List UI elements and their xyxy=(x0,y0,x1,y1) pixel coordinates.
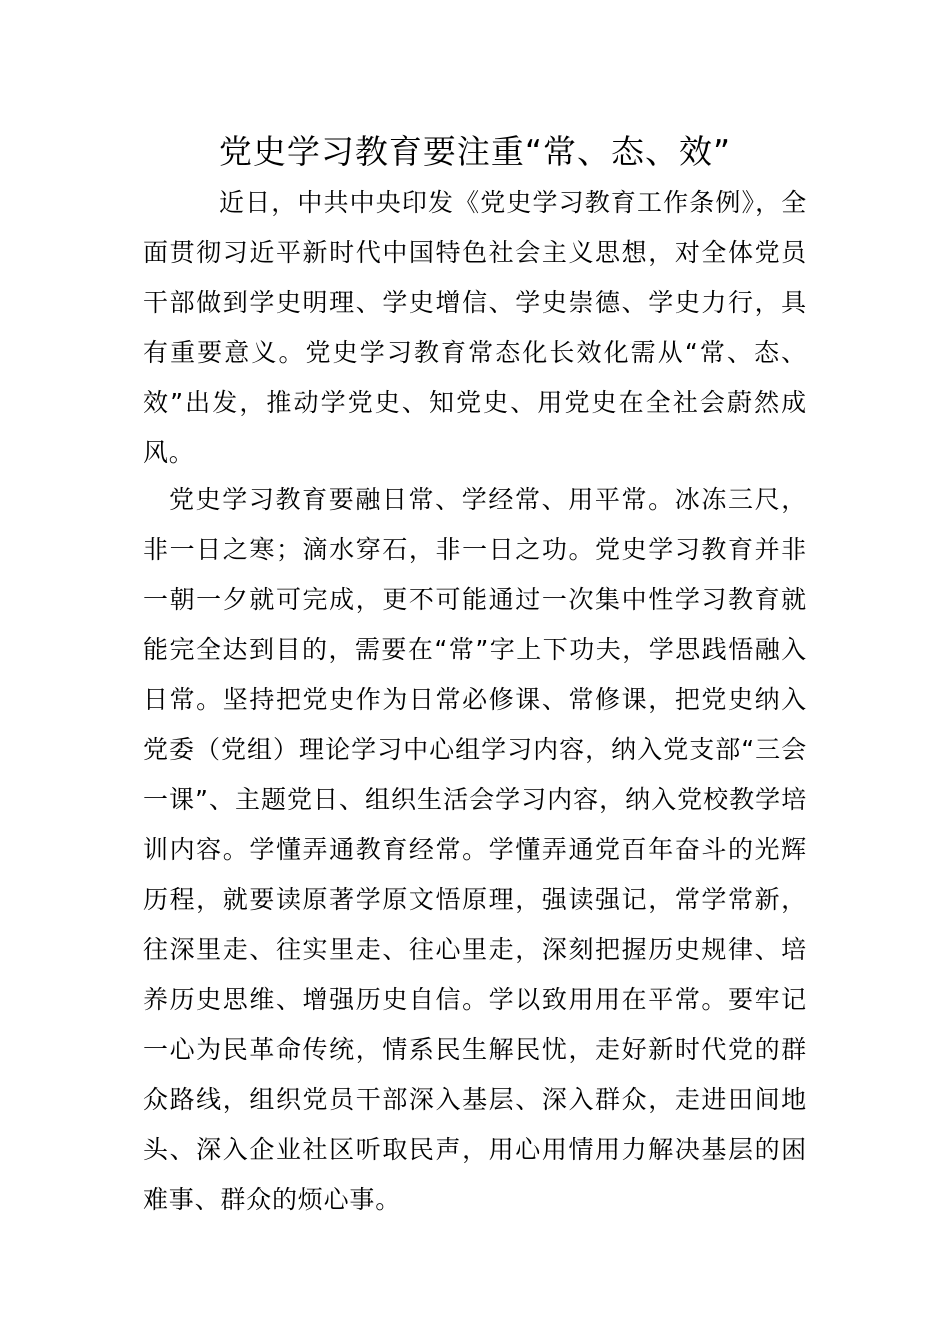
paragraph-2: 党史学习教育要融日常、学经常、用平常。冰冻三尺，非一日之寒；滴水穿石，非一日之功。党史学习教育并非一朝一夕就可完成，更不可能通过一次集中性学习教育就能完全达到目的，需要在“常”字上下功夫，学思践悟融入日常。坚持把党史作为日常必修课、常修课，把党史纳入党委（党组）理论学习中心组学习内容，纳入党支部“三会一课”、主题党日、组织生活会学习内容，纳入党校教学培训内容。学懂弄通教育经常。学懂弄通党百年奋斗的光辉历程，就要读原著学原文悟原理，强读强记，常学常新，往深里走、往实里走、往心里走，深刻把握历史规律、培养历史思维、增强历史自信。学以致用用在平常。要牢记一心为民革命传统，情系民生解民忧，走好新时代党的群众路线，组织党员干部深入基层、深入群众，走进田间地头、深入企业社区听取民声，用心用情用力解决基层的困难事、群众的烦心事。 xyxy=(143,485,807,1214)
document-title: 党史学习教育要注重“常、态、效” xyxy=(218,132,732,171)
paragraph-1: 近日，中共中央印发《党史学习教育工作条例》，全面贯彻习近平新时代中国特色社会主义思想，对全体党员干部做到学史明理、学史增信、学史崇德、学史力行，具有重要意义。党史学习教育常态化长效化需从“常、态、效”出发，推动学党史、知党史、用党史在全社会蔚然成风。 xyxy=(143,188,807,467)
